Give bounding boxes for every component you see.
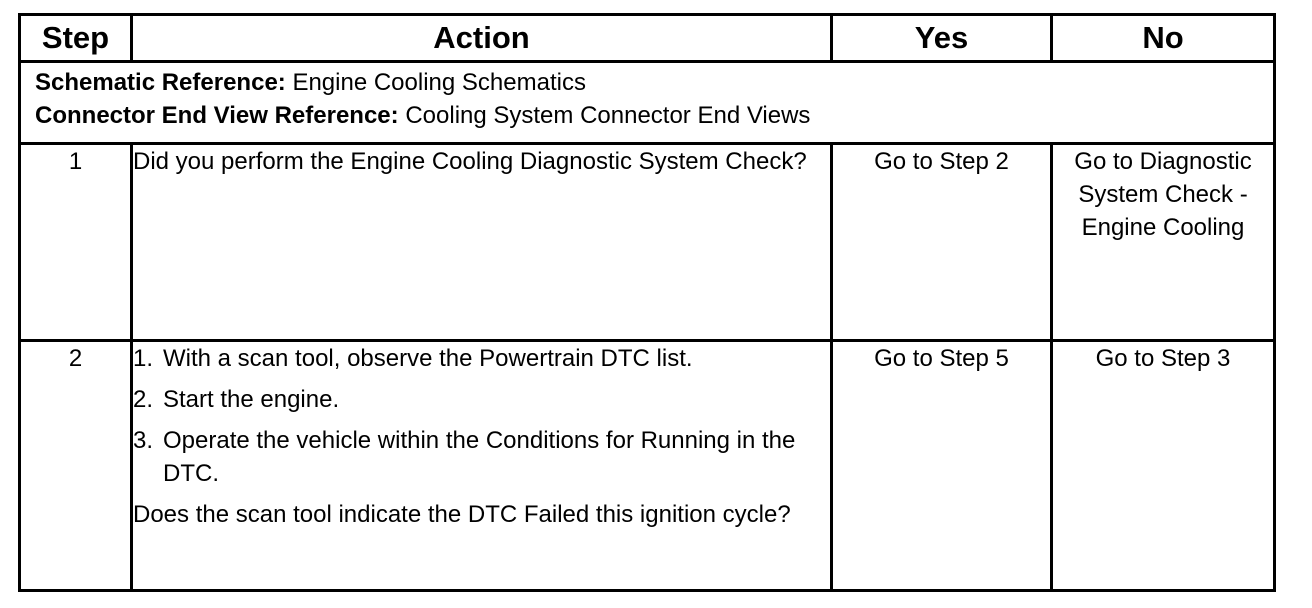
step-number: 2 xyxy=(20,341,132,591)
schematic-reference xyxy=(35,66,1259,99)
substep-number: 2. xyxy=(133,386,154,413)
action-question: Did you perform the Engine Cooling Diagnostic System Check? xyxy=(133,148,807,175)
header-step: Step xyxy=(20,15,132,62)
connector-reference xyxy=(35,99,1259,132)
yes-result: Go to Step 2 xyxy=(832,144,1052,341)
substep-number: 1. xyxy=(133,345,154,372)
substep-text: Operate the vehicle within the Conditions for Running in the DTC. xyxy=(163,427,796,487)
header-no: No xyxy=(1052,15,1275,62)
substep xyxy=(133,383,830,416)
diagnostic-table xyxy=(18,13,1276,592)
table-row xyxy=(20,144,1275,341)
connector-reference-value: Cooling System Connector End Views xyxy=(405,102,811,129)
reference-cell xyxy=(20,62,1275,144)
yes-result: Go to Step 5 xyxy=(832,341,1052,591)
reference-row xyxy=(20,62,1275,144)
no-result: Go to Diagnostic System Check - Engine Cooling xyxy=(1052,144,1275,341)
substep-text: With a scan tool, observe the Powertrain DTC list. xyxy=(163,345,693,372)
substep-number: 3. xyxy=(133,427,154,454)
action-cell xyxy=(132,144,832,341)
no-result: Go to Step 3 xyxy=(1052,341,1275,591)
substep xyxy=(133,424,830,490)
substep xyxy=(133,342,830,375)
action-cell xyxy=(132,341,832,591)
schematic-reference-value: Engine Cooling Schematics xyxy=(292,69,586,96)
table-row xyxy=(20,341,1275,591)
step-number: 1 xyxy=(20,144,132,341)
header-action: Action xyxy=(132,15,832,62)
action-question: Does the scan tool indicate the DTC Failed this ignition cycle? xyxy=(133,501,791,528)
header-yes: Yes xyxy=(832,15,1052,62)
schematic-reference-label: Schematic Reference: xyxy=(35,69,286,96)
substep-text: Start the engine. xyxy=(163,386,340,413)
connector-reference-label: Connector End View Reference: xyxy=(35,102,399,129)
header-row xyxy=(20,15,1275,62)
